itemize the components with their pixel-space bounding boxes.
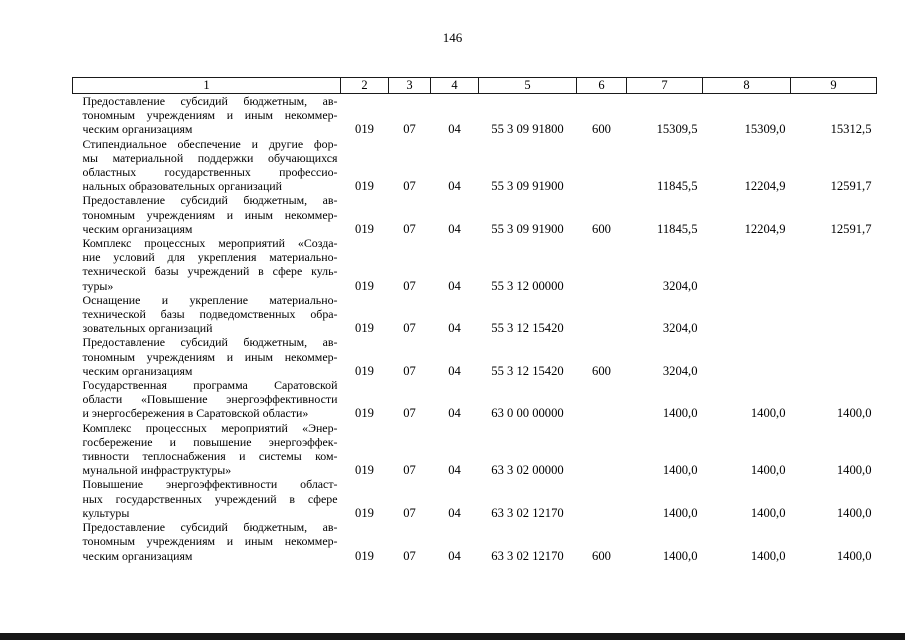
row-value: 07 (403, 463, 416, 478)
row-value: 11845,5 (657, 179, 698, 194)
row-description (73, 193, 341, 236)
row-value: 600 (592, 548, 611, 563)
row-description (73, 421, 341, 478)
header-cell: 3 (389, 78, 431, 94)
desc-line: Предоставление субсидий бюджетным, ав- (82, 335, 338, 350)
table-body (73, 94, 877, 563)
row-value: 63 0 00 00000 (491, 406, 564, 421)
row-description (73, 520, 341, 563)
row-value: 04 (448, 321, 461, 336)
desc-line: ческим организациям (82, 122, 193, 137)
desc-line: технической базы подведомственных обра- (82, 307, 338, 322)
desc-line: Стипендиальное обеспечение и другие фор- (82, 136, 338, 151)
row-value: 15309,5 (656, 122, 698, 137)
row-value: 3204,0 (662, 321, 698, 336)
row-value: 04 (448, 221, 461, 236)
row-description (73, 293, 341, 336)
row-value: 07 (403, 221, 416, 236)
row-value: 600 (592, 221, 611, 236)
row-value: 04 (448, 406, 461, 421)
row-value: 1400,0 (836, 505, 872, 520)
row-value (703, 236, 791, 293)
row-value: 04 (448, 179, 461, 194)
row-value: 55 3 12 15420 (491, 363, 564, 378)
row-value (791, 236, 877, 293)
row-value: 12204,9 (744, 221, 786, 236)
desc-line: Предоставление субсидий бюджетным, ав- (82, 94, 338, 108)
row-value: 019 (355, 321, 374, 336)
desc-line: тономным учреждениям и иным некоммер- (82, 108, 338, 123)
row-value: 019 (355, 548, 374, 563)
desc-line: ние условий для укрепления материально- (82, 250, 338, 265)
row-value (577, 236, 627, 293)
table-header-row (73, 78, 877, 94)
row-value: 3204,0 (662, 363, 698, 378)
row-value: 04 (448, 463, 461, 478)
row-description (73, 137, 341, 194)
header-cell: 6 (577, 78, 627, 94)
row-value: 07 (403, 406, 416, 421)
desc-line: областных государственных профессио- (82, 165, 338, 180)
table-row (73, 236, 877, 293)
row-value: 12591,7 (830, 179, 872, 194)
desc-line: культуры (82, 505, 130, 520)
row-value: 11845,5 (657, 221, 698, 236)
row-value (703, 293, 791, 336)
row-value: 1400,0 (836, 548, 872, 563)
desc-line: ческим организациям (82, 363, 193, 378)
row-value: 019 (355, 179, 374, 194)
row-value (791, 293, 877, 336)
header-cell: 2 (341, 78, 389, 94)
table-row (73, 293, 877, 336)
desc-line: ческим организациям (82, 548, 193, 563)
desc-line: тивности теплоснабжения и системы ком- (82, 449, 338, 464)
row-value: 1400,0 (662, 406, 698, 421)
row-value: 1400,0 (750, 505, 786, 520)
row-value: 55 3 12 15420 (491, 321, 564, 336)
row-value: 63 3 02 12170 (491, 505, 564, 520)
row-value: 07 (403, 278, 416, 293)
desc-line: Предоставление субсидий бюджетным, ав- (82, 520, 338, 535)
table-row (73, 421, 877, 478)
row-description (73, 335, 341, 378)
row-value: 019 (355, 406, 374, 421)
row-value: 55 3 12 00000 (491, 278, 564, 293)
header-cell: 8 (703, 78, 791, 94)
row-value: 1400,0 (836, 463, 872, 478)
desc-line: туры» (82, 278, 114, 293)
row-value: 019 (355, 505, 374, 520)
row-value (577, 477, 627, 520)
row-value: 07 (403, 179, 416, 194)
row-value: 019 (355, 278, 374, 293)
desc-line: области «Повышение энергоэффективности (82, 392, 338, 407)
desc-line: Предоставление субсидий бюджетным, ав- (82, 193, 338, 208)
row-value: 55 3 09 91900 (491, 221, 564, 236)
row-value: 3204,0 (662, 278, 698, 293)
row-value: 12204,9 (744, 179, 786, 194)
row-description (73, 477, 341, 520)
bottom-window-edge (0, 633, 905, 640)
row-value (577, 421, 627, 478)
row-value: 04 (448, 278, 461, 293)
row-value: 07 (403, 363, 416, 378)
row-value: 07 (403, 122, 416, 137)
desc-line: госбережение и повышение энергоэффек- (82, 434, 338, 449)
desc-line: тономным учреждениям и иным некоммер- (82, 207, 338, 222)
row-value: 63 3 02 00000 (491, 463, 564, 478)
desc-line: зовательных организаций (82, 321, 213, 336)
desc-line: технической базы учреждений в сфере куль- (82, 264, 338, 279)
row-value: 63 3 02 12170 (491, 548, 564, 563)
row-description (73, 94, 341, 137)
row-value: 019 (355, 122, 374, 137)
table-row (73, 378, 877, 421)
row-value: 1400,0 (836, 406, 872, 421)
desc-line: Комплекс процессных мероприятий «Созда- (82, 236, 338, 251)
row-value: 1400,0 (750, 406, 786, 421)
row-value: 019 (355, 221, 374, 236)
row-value: 55 3 09 91900 (491, 179, 564, 194)
row-value: 07 (403, 548, 416, 563)
row-description (73, 378, 341, 421)
row-value: 1400,0 (662, 548, 698, 563)
row-value: 019 (355, 363, 374, 378)
header-cell: 1 (73, 78, 341, 94)
desc-line: тономным учреждениям и иным некоммер- (82, 534, 338, 549)
table-row (73, 520, 877, 563)
header-cell: 5 (479, 78, 577, 94)
row-value: 15312,5 (830, 122, 872, 137)
row-value: 1400,0 (662, 463, 698, 478)
table-row (73, 193, 877, 236)
table-row (73, 94, 877, 137)
desc-line: мунальной инфраструктуры» (82, 463, 232, 478)
desc-line: тономным учреждениям и иным некоммер- (82, 349, 338, 364)
row-value: 600 (592, 363, 611, 378)
header-cell: 4 (431, 78, 479, 94)
row-value (577, 137, 627, 194)
row-value: 07 (403, 321, 416, 336)
desc-line: и энергосбережения в Саратовской области» (82, 406, 309, 421)
page-number: 146 (442, 30, 463, 45)
row-value: 1400,0 (750, 548, 786, 563)
row-value: 04 (448, 122, 461, 137)
row-value: 04 (448, 363, 461, 378)
row-value (703, 335, 791, 378)
desc-line: Государственная программа Саратовской (82, 378, 338, 393)
row-value (577, 378, 627, 421)
desc-line: ческим организациям (82, 221, 193, 236)
row-value (791, 335, 877, 378)
row-value: 019 (355, 463, 374, 478)
header-cell: 9 (791, 78, 877, 94)
row-value: 12591,7 (830, 221, 872, 236)
desc-line: Оснащение и укрепление материально- (82, 292, 338, 307)
desc-line: ных государственных учреждений в сфере (82, 491, 338, 506)
desc-line: Комплекс процессных мероприятий «Энер- (82, 420, 338, 435)
row-value: 15309,0 (744, 122, 786, 137)
row-value: 07 (403, 505, 416, 520)
row-value: 1400,0 (662, 505, 698, 520)
row-value: 04 (448, 548, 461, 563)
desc-line: Повышение энергоэффективности област- (82, 477, 338, 492)
row-value: 1400,0 (750, 463, 786, 478)
desc-line: нальных образовательных организаций (82, 179, 283, 194)
desc-line: мы материальной поддержки обучающихся (82, 150, 338, 165)
table-row (73, 477, 877, 520)
row-value: 04 (448, 505, 461, 520)
header-cell: 7 (627, 78, 703, 94)
table-row (73, 137, 877, 194)
row-value (577, 293, 627, 336)
budget-table (72, 77, 877, 563)
row-value: 55 3 09 91800 (491, 122, 564, 137)
row-value: 600 (592, 122, 611, 137)
row-description (73, 236, 341, 293)
table-row (73, 335, 877, 378)
